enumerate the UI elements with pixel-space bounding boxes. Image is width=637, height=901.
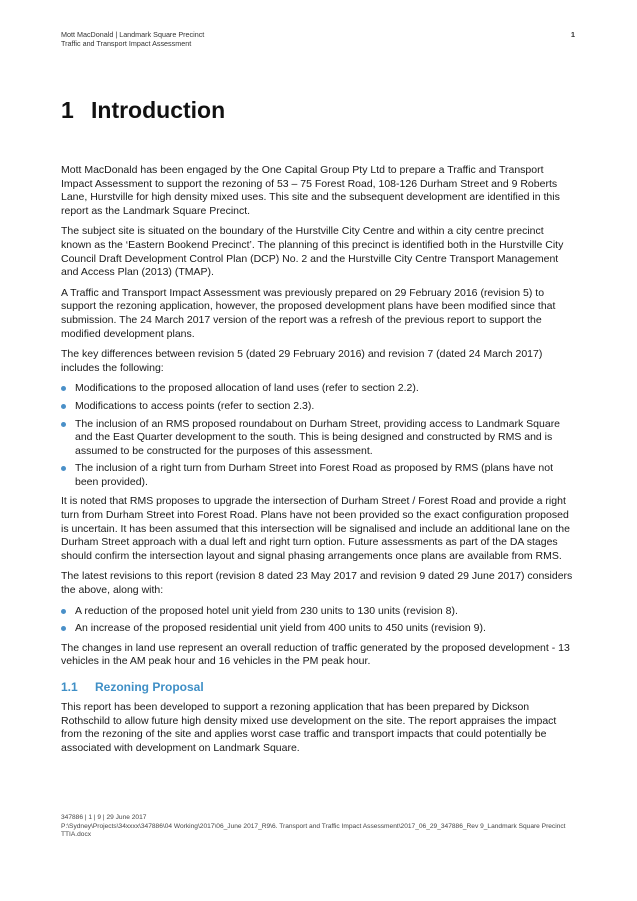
- paragraph: This report has been developed to support a rezoning application that has been prepared by Dickson Rothschild to allow future high density mixed use development on the site. The report appraises the impact from the rezoning of the site and applies worst case traffic and transport impacts that could potentially be associated with development on Landmark Square.: [61, 701, 557, 754]
- section-number: 1: [61, 97, 74, 123]
- paragraph: It is noted that RMS proposes to upgrade the intersection of Durham Street / Forest Road and provide a right turn from Durham Street into Forest Road. Plans have not been provided so the exact configuration proposed is uncertain. It has been assumed that this intersection will be signalised and include an additional lane on the Durham Street approach with a dual left and right turn option. Future assessments as part of the DA stages should confirm the intersection layout and signal phasing arrangements once plans are available from RMS.: [61, 495, 570, 562]
- header-line-2: Traffic and Transport Impact Assessment: [61, 39, 192, 48]
- paragraph: Mott MacDonald has been engaged by the One Capital Group Pty Ltd to prepare a Traffic and Transport Impact Assessment to support the rezoning of 53 – 75 Forest Road, 108-126 Durham Street and 9 Roberts Lane, Hurstville for high density mixed uses. This site and the subsequent development are identified in this report as the Landmark Square Precinct.: [61, 164, 560, 217]
- header-line-1: Mott MacDonald | Landmark Square Precinct: [61, 30, 205, 39]
- paragraph: A Traffic and Transport Impact Assessment was previously prepared on 29 February 2016 (revision 5) to support the rezoning application, however, the proposed development plans have been modified since that submission. The 24 March 2017 version of the report was a refresh of the previous report to support the modified development plans.: [61, 286, 556, 340]
- paragraph: The latest revisions to this report (revision 8 dated 23 May 2017 and revision 9 dated 29 June 2017) considers the above, along with:: [61, 570, 573, 597]
- paragraph: The subject site is situated on the boundary of the Hurstville City Centre and within a city centre precinct known as the ‘Eastern Bookend Precinct’. The planning of this precinct is identified both in the Hurstville City Council Draft Development Control Plan (DCP) No. 2 and the Hurstville City Centre Transport Management and Access Plan (2013) (TMAP).: [61, 225, 564, 279]
- bullet-list: [61, 382, 575, 489]
- footer-file-path: P:\Sydney\Projects\34xxxx\347886\04 Working\2017\06_June 2017_R9\6. Transport and Traffic Impact Assessment\2017_06_29_347886_Rev 9_Landmark Square Precinct TTIA.docx: [61, 822, 566, 839]
- running-header: [61, 30, 204, 48]
- bullet-icon: [61, 609, 66, 614]
- page-number: 1: [570, 30, 575, 39]
- bullet-icon: [61, 626, 66, 631]
- paragraph: The changes in land use represent an overall reduction of traffic generated by the proposed development - 13 vehicles in the AM peak hour and 16 vehicles in the PM peak hour.: [61, 641, 570, 668]
- document-body: [61, 96, 575, 762]
- list-item: The inclusion of an RMS proposed roundabout on Durham Street, providing access to Landmark Square and the East Quarter development to the south. This is being designed and constructed by RMS and is assumed to be constructed for the purposes of this assessment.: [61, 418, 575, 459]
- bullet-icon: [61, 466, 66, 471]
- list-item: A reduction of the proposed hotel unit yield from 230 units to 130 units (revision 8).: [61, 605, 575, 619]
- subsection-number: 1.1: [61, 680, 78, 694]
- bullet-icon: [61, 386, 66, 391]
- bullet-list: [61, 605, 575, 636]
- list-item: Modifications to the proposed allocation of land uses (refer to section 2.2).: [61, 382, 575, 396]
- subsection-heading: [61, 680, 575, 695]
- subsection-title: Rezoning Proposal: [95, 680, 204, 694]
- list-item: The inclusion of a right turn from Durham Street into Forest Road as proposed by RMS (plans have not been provided).: [61, 462, 575, 489]
- paragraph: The key differences between revision 5 (dated 29 February 2016) and revision 7 (dated 24 March 2017) includes the following:: [61, 348, 543, 374]
- section-heading: [61, 96, 575, 124]
- list-item: Modifications to access points (refer to section 2.3).: [61, 400, 575, 414]
- list-item: An increase of the proposed residential unit yield from 400 units to 450 units (revision 9).: [61, 622, 575, 636]
- section-title: Introduction: [91, 97, 226, 123]
- bullet-icon: [61, 422, 66, 427]
- running-footer: [61, 814, 581, 840]
- footer-line-1: 347886 | 1 | 9 | 29 June 2017: [61, 814, 147, 821]
- bullet-icon: [61, 404, 66, 409]
